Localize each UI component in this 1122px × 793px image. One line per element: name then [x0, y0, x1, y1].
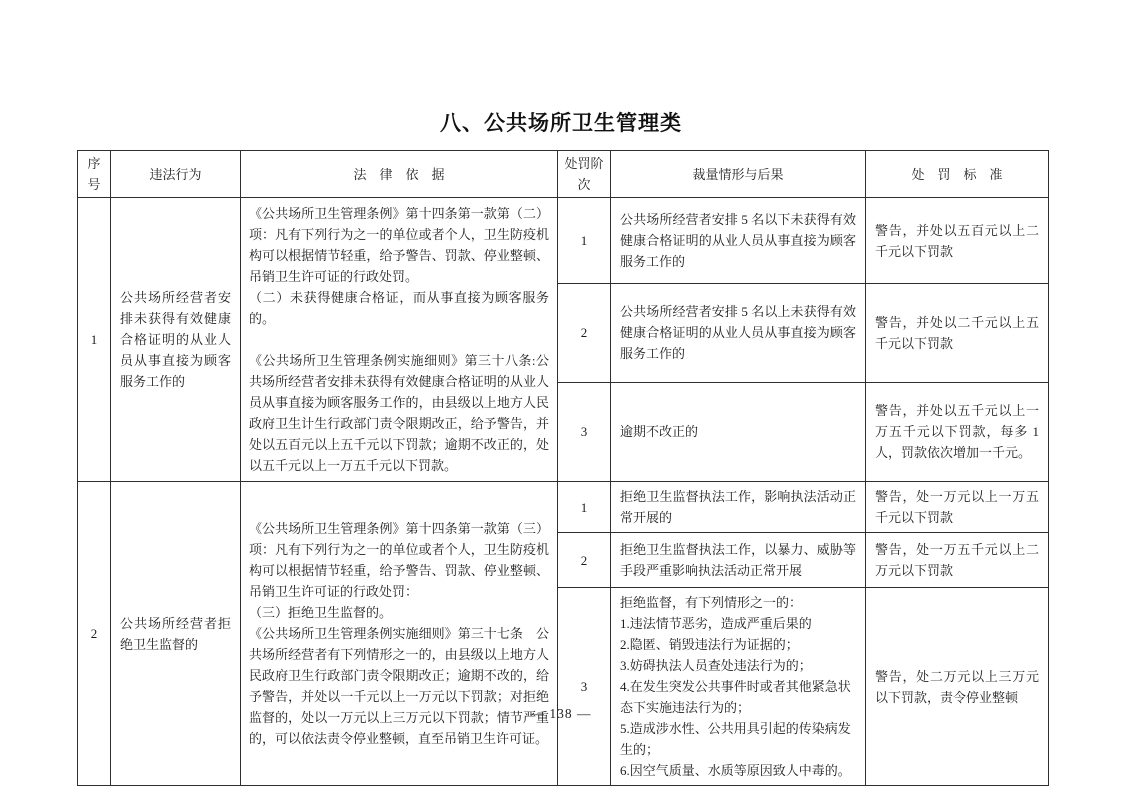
header-legal-basis: 法 律 依 据: [241, 151, 558, 198]
header-index: 序号: [78, 151, 111, 198]
situation-line: 6.因空气质量、水质等原因致人中毒的。: [620, 763, 851, 778]
index-cell: 1: [78, 198, 111, 482]
standard-cell: 警告，并处以五千元以上一万五千元以下罚款，每多 1 人，罚款依次增加一千元。: [866, 382, 1049, 481]
penalty-discretion-table: [77, 150, 1049, 786]
table-row: [78, 198, 1049, 284]
situation-cell: 拒绝卫生监督执法工作，以暴力、威胁等手段严重影响执法活动正常开展: [611, 533, 866, 588]
situation-line: 2.隐匿、销毁违法行为证据的；: [620, 637, 799, 652]
situation-cell: 拒绝卫生监督执法工作，影响执法活动正常开展的: [611, 482, 866, 533]
penalty-level-cell: 1: [558, 482, 611, 533]
header-penalty-level: 处罚阶次: [558, 151, 611, 198]
standard-cell: 警告，处一万元以上一万五千元以下罚款: [866, 482, 1049, 533]
situation-line: 1.违法情节恶劣，造成严重后果的: [620, 616, 812, 631]
situation-line: 5.造成涉水性、公共用具引起的传染病发生的；: [620, 721, 851, 757]
situation-cell: 公共场所经营者安排 5 名以下未获得有效健康合格证明的从业人员从事直接为顾客服务工作的: [611, 198, 866, 284]
legal-paragraph: （二）未获得健康合格证，而从事直接为顾客服务的。: [249, 290, 549, 326]
table-header-row: [78, 151, 1049, 198]
header-violation: 违法行为: [111, 151, 241, 198]
violation-cell: 公共场所经营者拒绝卫生监督的: [111, 482, 241, 786]
penalty-level-cell: 1: [558, 198, 611, 284]
situation-line: 4.在发生突发公共事件时或者其他紧急状态下实施违法行为的；: [620, 679, 851, 715]
situation-cell: [611, 588, 866, 786]
penalty-level-cell: 2: [558, 284, 611, 382]
legal-paragraph: 《公共场所卫生管理条例》第十四条第一款第（三）项：凡有下列行为之一的单位或者个人，卫生防疫机构可以根据情节轻重，给予警告、罚款、停业整顿、吊销卫生许可证的行政处罚：: [249, 521, 549, 599]
standard-cell: 警告，处一万五千元以上二万元以下罚款: [866, 533, 1049, 588]
standard-cell: 警告，并处以二千元以上五千元以下罚款: [866, 284, 1049, 382]
situation-cell: 逾期不改正的: [611, 382, 866, 481]
situation-cell: 公共场所经营者安排 5 名以上未获得有效健康合格证明的从业人员从事直接为顾客服务工作的: [611, 284, 866, 382]
standard-cell: 警告，处二万元以上三万元以下罚款，责令停业整顿: [866, 588, 1049, 786]
legal-paragraph: 《公共场所卫生管理条例实施细则》第三十八条:公共场所经营者安排未获得有效健康合格证明的从业人员从事直接为顾客服务工作的，由县级以上地方人民政府卫生计生行政部门责令限期改正，给予警告，并处以五百元以上五千元以下罚款；逾期不改正的，处以五千元以上一万五千元以下罚款。: [249, 353, 549, 473]
penalty-level-cell: 2: [558, 533, 611, 588]
table-row: [78, 482, 1049, 533]
header-standard: 处 罚 标 准: [866, 151, 1049, 198]
violation-cell: 公共场所经营者安排未获得有效健康合格证明的从业人员从事直接为顾客服务工作的: [111, 198, 241, 482]
legal-basis-cell: [241, 482, 558, 786]
penalty-level-cell: 3: [558, 382, 611, 481]
legal-paragraph: 《公共场所卫生管理条例实施细则》第三十七条 公共场所经营者有下列情形之一的，由县级以上地方人民政府卫生行政部门责令限期改正；逾期不改的，给予警告，并处以一千元以上一万元以下罚款；对拒绝监督的，处以一万元以上三万元以下罚款；情节严重的，可以依法责令停业整顿，直至吊销卫生许可证。: [249, 626, 549, 746]
legal-paragraph: 《公共场所卫生管理条例》第十四条第一款第（二）项：凡有下列行为之一的单位或者个人，卫生防疫机构可以根据情节轻重，给予警告、罚款、停业整顿、吊销卫生许可证的行政处罚。: [249, 206, 549, 284]
legal-basis-cell: [241, 198, 558, 482]
situation-line: 拒绝监督，有下列情形之一的：: [620, 595, 803, 610]
legal-paragraph: （三）拒绝卫生监督的。: [249, 605, 393, 620]
penalty-level-cell: 3: [558, 588, 611, 786]
page-title: 八、公共场所卫生管理类: [440, 112, 682, 135]
standard-cell: 警告，并处以五百元以上二千元以下罚款: [866, 198, 1049, 284]
situation-line: 3.妨碍执法人员查处违法行为的；: [620, 658, 812, 673]
index-cell: 2: [78, 482, 111, 786]
header-situation: 裁量情形与后果: [611, 151, 866, 198]
page-number: — 138 —: [530, 706, 592, 721]
